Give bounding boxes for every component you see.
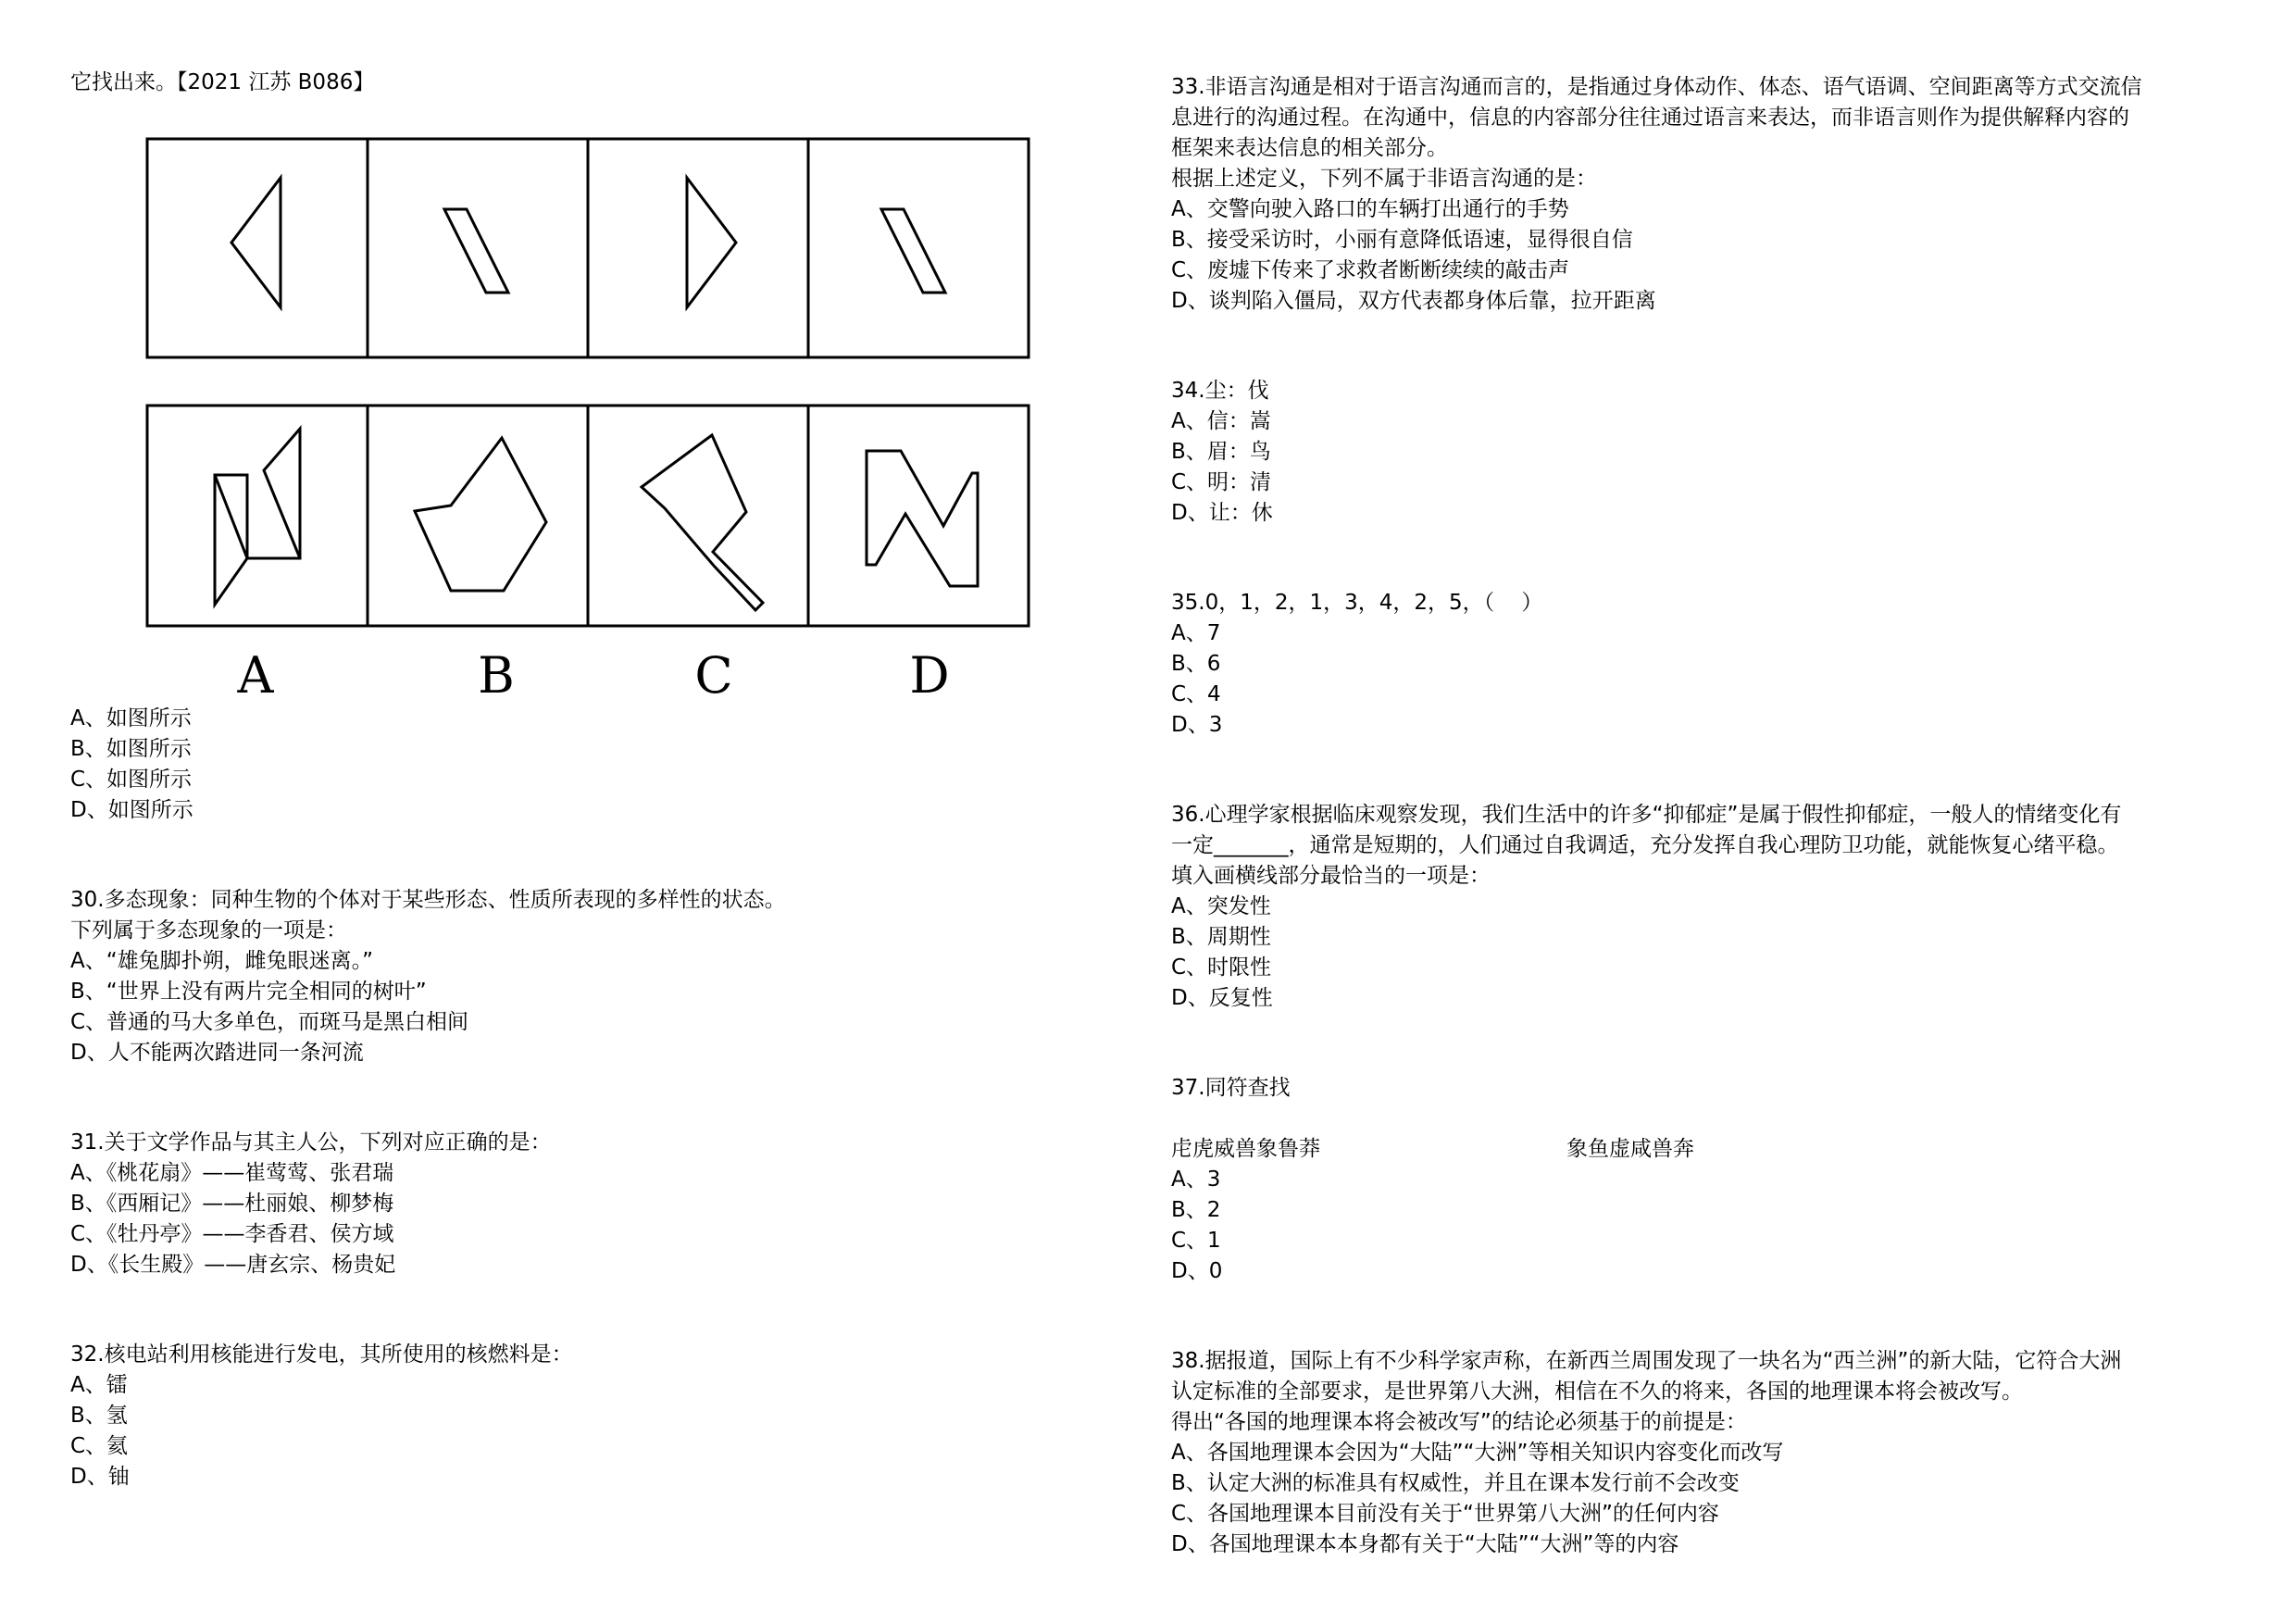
q36-option-a[interactable]: A、突发性 (1171, 894, 1271, 918)
option-d-shape (867, 451, 978, 586)
q33-option-d[interactable]: D、谈判陷入僵局，双方代表都身体后靠，拉开距离 (1171, 289, 1656, 313)
q29-figure-svg (144, 137, 1033, 711)
q30-stem-1: 30.多态现象：同种生物的个体对于某些形态、性质所表现的多样性的状态。 (70, 888, 786, 912)
option-label-b: B (478, 646, 515, 705)
q36-option-b[interactable]: B、周期性 (1171, 925, 1271, 949)
q29-option-c[interactable]: C、如图所示 (70, 768, 193, 792)
q32-option-b[interactable]: B、氢 (70, 1404, 128, 1428)
q33-stem-2: 息进行的沟通过程。在沟通中，信息的内容部分往往通过语言来表达，而非语言则作为提供解释内容的 (1171, 106, 2129, 130)
q31-option-d[interactable]: D、《长生殿》——唐玄宗、杨贵妃 (70, 1253, 396, 1277)
q38-stem-3: 得出“各国的地理课本将会被改写”的结论必须基于的前提是： (1171, 1410, 1747, 1434)
q34-option-d[interactable]: D、让：休 (1171, 501, 1273, 525)
q32-stem: 32.核电站利用核能进行发电，其所使用的核燃料是： (70, 1342, 573, 1367)
q37-stem: 37.同符查找 (1171, 1076, 1291, 1100)
q33-stem-4: 根据上述定义，下列不属于非语言沟通的是： (1171, 167, 1597, 191)
q36-stem-1: 36.心理学家根据临床观察发现，我们生活中的许多“抑郁症”是属于假性抑郁症，一般人的情绪变化有 (1171, 803, 2122, 827)
q31-stem: 31.关于文学作品与其主人公，下列对应正确的是： (70, 1130, 552, 1155)
q35-option-d[interactable]: D、3 (1171, 713, 1223, 737)
q35-option-c[interactable]: C、4 (1171, 682, 1221, 706)
q33-stem-1: 33.非语言沟通是相对于语言沟通而言的，是指通过身体动作、体态、语气语调、空间距离等方式交流信 (1171, 75, 2142, 99)
q32-option-c[interactable]: C、氦 (70, 1434, 129, 1458)
q30-option-d[interactable]: D、人不能两次踏进同一条河流 (70, 1041, 364, 1065)
q31-option-b[interactable]: B、《西厢记》——杜丽娘、柳梦梅 (70, 1192, 394, 1216)
q37-option-a[interactable]: A、3 (1171, 1167, 1221, 1192)
q29-figure (144, 137, 1033, 711)
option-a-shape (215, 429, 300, 605)
q38-option-c[interactable]: C、各国地理课本目前没有关于“世界第八大洲”的任何内容 (1171, 1502, 1719, 1526)
q37-option-d[interactable]: D、0 (1171, 1259, 1223, 1283)
q29-option-d[interactable]: D、如图所示 (70, 798, 193, 822)
q30-stem-2: 下列属于多态现象的一项是： (70, 918, 347, 943)
q37-right-string: 象鱼虚咸兽奔 (1566, 1137, 1694, 1161)
left-triangle-shape (231, 178, 281, 307)
q36-stem-2: 一定_______，通常是短期的，人们通过自我调适，充分发挥自我心理防卫功能，就能恢复心绪平稳。 (1171, 833, 2119, 857)
q31-option-a[interactable]: A、《桃花扇》——崔莺莺、张君瑞 (70, 1161, 394, 1185)
q30-option-a[interactable]: A、“雄兔脚扑朔，雌兔眼迷离。” (70, 949, 374, 973)
q38-stem-1: 38.据报道，国际上有不少科学家声称，在新西兰周围发现了一块名为“西兰洲”的新大陆，它符合大洲 (1171, 1349, 2122, 1373)
q31-option-c[interactable]: C、《牡丹亭》——李香君、侯方域 (70, 1222, 394, 1246)
option-label-c: C (694, 646, 733, 705)
q30-option-c[interactable]: C、普通的马大多单色，而斑马是黑白相间 (70, 1010, 469, 1034)
q34-option-b[interactable]: B、眉：鸟 (1171, 440, 1271, 464)
parallelogram-shape-2 (881, 209, 945, 293)
q34-stem: 34.尘：伐 (1171, 379, 1269, 403)
q29-option-b[interactable]: B、如图所示 (70, 737, 192, 761)
q32-option-d[interactable]: D、铀 (70, 1465, 130, 1489)
parallelogram-shape-1 (444, 209, 508, 293)
q33-option-c[interactable]: C、废墟下传来了求救者断断续续的敲击声 (1171, 258, 1570, 282)
right-triangle-shape (687, 178, 736, 307)
q33-option-b[interactable]: B、接受采访时，小丽有意降低语速，显得很自信 (1171, 228, 1633, 252)
q34-option-a[interactable]: A、信：嵩 (1171, 409, 1271, 433)
q36-option-d[interactable]: D、反复性 (1171, 986, 1273, 1010)
q37-left-string: 虍虎威兽象鲁莽 (1171, 1137, 1320, 1161)
option-label-a: A (237, 646, 274, 705)
q36-stem-3: 填入画横线部分最恰当的一项是： (1171, 864, 1491, 888)
q33-stem-3: 框架来表达信息的相关部分。 (1171, 136, 1448, 160)
q29-option-a[interactable]: A、如图所示 (70, 706, 192, 730)
q37-option-b[interactable]: B、2 (1171, 1198, 1221, 1222)
q38-option-b[interactable]: B、认定大洲的标准具有权威性，并且在课本发行前不会改变 (1171, 1471, 1740, 1495)
option-label-d: D (909, 646, 950, 705)
q37-option-c[interactable]: C、1 (1171, 1229, 1221, 1253)
q36-option-c[interactable]: C、时限性 (1171, 955, 1272, 980)
q35-option-a[interactable]: A、7 (1171, 621, 1221, 645)
q38-option-d[interactable]: D、各国地理课本本身都有关于“大陆”“大洲”等的内容 (1171, 1532, 1679, 1556)
q30-option-b[interactable]: B、“世界上没有两片完全相同的树叶” (70, 980, 427, 1004)
intro-text: 它找出来。【2021 江苏 B086】 (70, 70, 375, 94)
q34-option-c[interactable]: C、明：清 (1171, 470, 1272, 494)
q33-option-a[interactable]: A、交警向驶入路口的车辆打出通行的手势 (1171, 197, 1569, 221)
option-c-shape (642, 435, 763, 610)
q38-stem-2: 认定标准的全部要求，是世界第八大洲，相信在不久的将来，各国的地理课本将会被改写。 (1171, 1380, 2023, 1404)
q38-option-a[interactable]: A、各国地理课本会因为“大陆”“大洲”等相关知识内容变化而改写 (1171, 1441, 1784, 1465)
q32-option-a[interactable]: A、镭 (70, 1373, 128, 1397)
q35-option-b[interactable]: B、6 (1171, 652, 1221, 676)
option-b-shape (415, 438, 546, 591)
q35-stem: 35.0，1，2，1，3，4，2，5，（ ） (1171, 591, 1543, 615)
